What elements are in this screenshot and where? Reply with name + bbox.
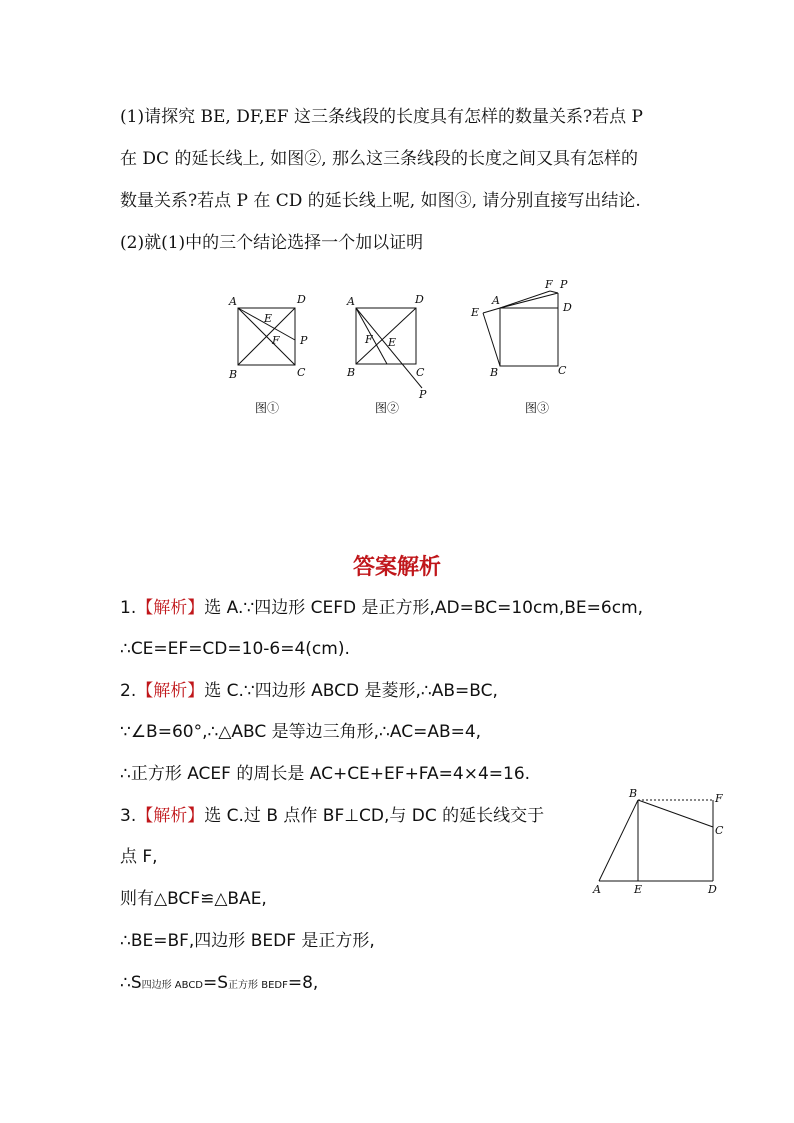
fig3-label-p: P	[560, 278, 568, 291]
fig2-label-a: A	[347, 295, 355, 308]
fig1-label-e: E	[264, 312, 273, 325]
fig3-label-b: B	[490, 366, 499, 379]
answers-title: 答案解析	[352, 555, 441, 580]
a3fig-label-a: A	[593, 883, 601, 896]
answer-3-number: 3.	[120, 806, 137, 826]
answer-1-number: 1.	[120, 598, 137, 618]
a3fig-label-b: B	[629, 787, 638, 800]
area-subscript-1: 四边形 ABCD	[141, 980, 203, 991]
answer-3-tag: 【解析】	[136, 806, 205, 826]
fig3-label-c: C	[558, 364, 567, 377]
problem-line-2: 在 DC 的延长线上, 如图②, 那么这三条线段的长度之间又具有怎样的	[120, 149, 639, 169]
answer-2-text-1: 选 C.∵四边形 ABCD 是菱形,∴AB=BC,	[204, 681, 498, 701]
figure-2	[343, 288, 438, 403]
a3fig-label-d: D	[708, 883, 717, 896]
fig2-label-c: C	[416, 366, 425, 379]
fig3-label-e: E	[471, 306, 480, 319]
fig1-label-c: C	[297, 366, 306, 379]
answer-3-line-5	[120, 972, 318, 997]
answer-2-line-3: ∴正方形 ACEF 的周长是 AC+CE+EF+FA=4×4=16.	[120, 764, 531, 784]
fig3-label-d: D	[563, 301, 572, 314]
fig1-label-a: A	[229, 295, 237, 308]
answer-2-tag: 【解析】	[136, 681, 205, 701]
fig1-label-p: P	[300, 334, 308, 347]
figure-3	[465, 274, 580, 384]
answer-2-line-1	[120, 680, 498, 702]
area-value: =8,	[287, 973, 319, 993]
area-s-1: ∴S	[120, 973, 142, 993]
a3fig-label-c: C	[715, 824, 724, 837]
problem-part-2: (2)就(1)中的三个结论选择一个加以证明	[120, 233, 424, 253]
fig2-label-f: F	[365, 333, 373, 346]
answer-3-line-3: 则有△BCF≌△BAE,	[120, 889, 267, 909]
figure-2-caption: 图②	[375, 401, 400, 415]
fig3-label-f: F	[545, 278, 553, 291]
a3fig-label-e: E	[634, 883, 643, 896]
answer-1-line-1	[120, 597, 643, 619]
figure-3-caption: 图③	[525, 401, 550, 415]
fig1-label-b: B	[229, 368, 238, 381]
problem-line-3: 数量关系?若点 P 在 CD 的延长线上呢, 如图③, 请分别直接写出结论.	[120, 191, 641, 211]
answer-3-figure	[585, 785, 730, 900]
answer-1-text-1: 选 A.∵四边形 CEFD 是正方形,AD=BC=10cm,BE=6cm,	[204, 598, 644, 618]
figure-1	[225, 288, 320, 383]
fig3-label-a: A	[492, 294, 500, 307]
problem-line-1: (1)请探究 BE, DF,EF 这三条线段的长度具有怎样的数量关系?若点 P	[120, 107, 643, 127]
answer-3-line-4: ∴BE=BF,四边形 BEDF 是正方形,	[120, 931, 375, 951]
fig2-label-b: B	[347, 366, 356, 379]
answer-1-tag: 【解析】	[136, 598, 205, 618]
answer-2-number: 2.	[120, 681, 137, 701]
fig2-label-d: D	[415, 293, 424, 306]
area-subscript-2: 正方形 BEDF	[228, 980, 288, 991]
answer-1-line-2: ∴CE=EF=CD=10-6=4(cm).	[120, 639, 350, 659]
area-s-2: =S	[203, 973, 229, 993]
fig2-label-e: E	[388, 336, 397, 349]
figure-1-caption: 图①	[255, 401, 280, 415]
fig1-label-f: F	[272, 334, 280, 347]
a3fig-label-f: F	[715, 792, 723, 805]
fig1-label-d: D	[297, 293, 306, 306]
answer-3-line-1	[120, 805, 544, 827]
answer-3-text-1: 选 C.过 B 点作 BF⊥CD,与 DC 的延长线交于	[204, 806, 545, 826]
answer-2-line-2: ∵∠B=60°,∴△ABC 是等边三角形,∴AC=AB=4,	[120, 722, 482, 742]
answer-3-line-2: 点 F,	[120, 847, 158, 867]
fig2-label-p: P	[419, 388, 427, 401]
